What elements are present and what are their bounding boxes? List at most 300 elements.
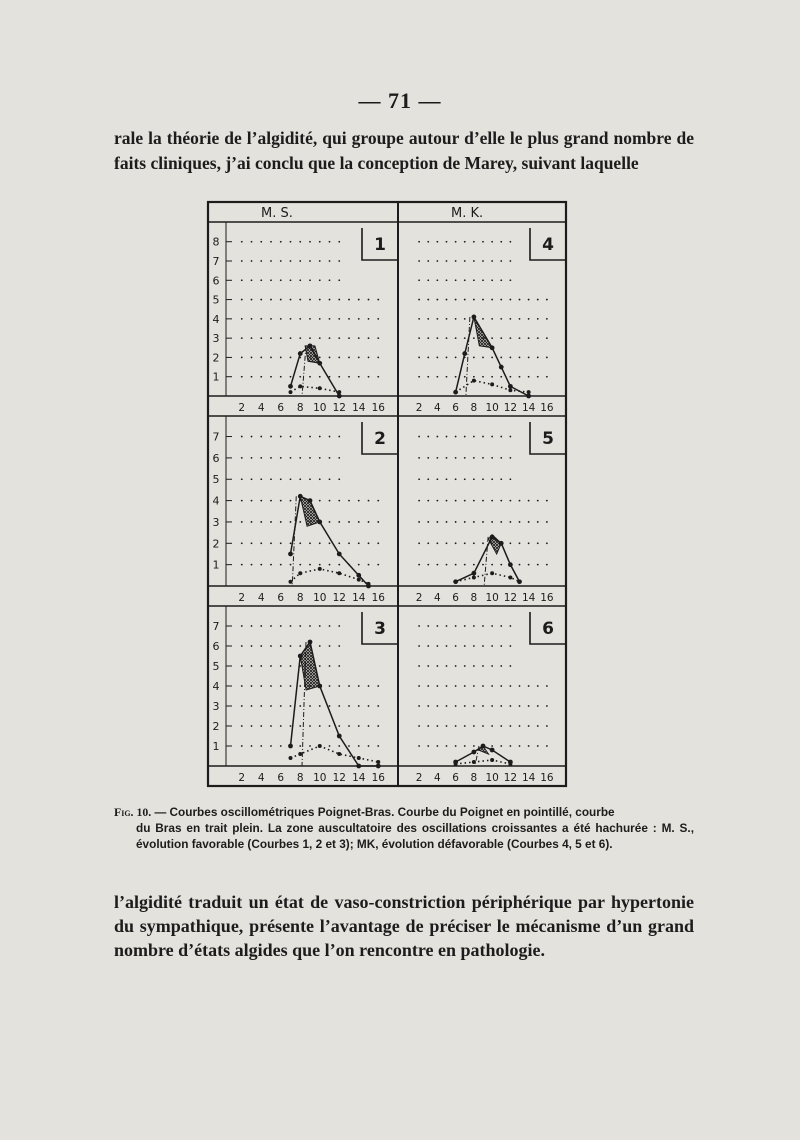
grid-dot <box>309 299 311 301</box>
grid-dot <box>338 241 340 243</box>
grid-dot <box>338 279 340 281</box>
grid-dot <box>446 685 448 687</box>
grid-dot <box>528 745 530 747</box>
grid-dot <box>260 725 262 727</box>
grid-dot <box>241 357 243 359</box>
grid-dot <box>241 645 243 647</box>
grid-dot <box>418 500 420 502</box>
grid-dot <box>519 705 521 707</box>
grid-dot <box>338 500 340 502</box>
grid-dot <box>491 457 493 459</box>
grid-dot <box>377 500 379 502</box>
grid-dot <box>260 625 262 627</box>
bras-point <box>356 573 361 578</box>
grid-dot <box>377 337 379 339</box>
grid-dot <box>299 645 301 647</box>
grid-dot <box>280 376 282 378</box>
grid-dot <box>537 299 539 301</box>
poignet-point <box>318 386 322 390</box>
grid-dot <box>473 745 475 747</box>
grid-dot <box>446 337 448 339</box>
panel-6 <box>398 606 566 784</box>
grid-dot <box>491 436 493 438</box>
grid-dot <box>358 705 360 707</box>
grid-dot <box>436 725 438 727</box>
grid-dot <box>509 241 511 243</box>
grid-dot <box>280 542 282 544</box>
grid-dot <box>464 299 466 301</box>
grid-dot <box>464 705 466 707</box>
panel-4 <box>398 228 566 414</box>
grid-dot <box>528 299 530 301</box>
grid-dot <box>500 645 502 647</box>
grid-dot <box>280 260 282 262</box>
poignet-point <box>508 388 512 392</box>
grid-dot <box>500 478 502 480</box>
grid-dot <box>491 500 493 502</box>
grid-dot <box>482 705 484 707</box>
grid-dot <box>319 436 321 438</box>
grid-dot <box>358 745 360 747</box>
grid-dot <box>309 241 311 243</box>
grid-dot <box>338 436 340 438</box>
grid-dot <box>455 279 457 281</box>
grid-dot <box>491 260 493 262</box>
grid-dot <box>270 745 272 747</box>
grid-dot <box>418 436 420 438</box>
grid-dot <box>427 705 429 707</box>
grid-dot <box>436 625 438 627</box>
grid-dot <box>509 279 511 281</box>
grid-dot <box>491 625 493 627</box>
grid-dot <box>319 279 321 281</box>
grid-dot <box>260 564 262 566</box>
grid-dot <box>309 457 311 459</box>
grid-dot <box>482 521 484 523</box>
grid-dot <box>299 318 301 320</box>
grid-dot <box>436 376 438 378</box>
grid-dot <box>436 241 438 243</box>
y-tick-label: 1 <box>212 370 220 384</box>
grid-dot <box>473 564 475 566</box>
poignet-point <box>367 582 371 586</box>
figure-frame <box>208 202 566 786</box>
grid-dot <box>260 318 262 320</box>
grid-dot <box>446 457 448 459</box>
hatched-zone <box>300 642 320 690</box>
grid-dot <box>280 625 282 627</box>
grid-dot <box>260 521 262 523</box>
grid-dot <box>427 564 429 566</box>
grid-dot <box>368 745 370 747</box>
grid-dot <box>418 542 420 544</box>
grid-dot <box>436 299 438 301</box>
grid-dot <box>338 357 340 359</box>
x-tick-label: 14 <box>521 592 536 604</box>
grid-dot <box>436 685 438 687</box>
grid-dot <box>299 436 301 438</box>
grid-dot <box>260 665 262 667</box>
grid-dot <box>528 542 530 544</box>
bras-point <box>490 534 495 539</box>
grid-dot <box>241 564 243 566</box>
grid-dot <box>270 500 272 502</box>
grid-dot <box>270 521 272 523</box>
grid-dot <box>280 457 282 459</box>
grid-dot <box>348 685 350 687</box>
grid-dot <box>319 318 321 320</box>
grid-dot <box>455 337 457 339</box>
y-tick-label: 8 <box>212 235 220 249</box>
grid-dot <box>464 478 466 480</box>
grid-dot <box>491 357 493 359</box>
grid-dot <box>546 521 548 523</box>
grid-dot <box>270 564 272 566</box>
grid-dot <box>537 745 539 747</box>
grid-dot <box>290 645 292 647</box>
grid-dot <box>338 337 340 339</box>
grid-dot <box>464 500 466 502</box>
x-tick-label: 14 <box>521 402 536 414</box>
grid-dot <box>309 542 311 544</box>
x-tick-label: 2 <box>238 402 246 414</box>
grid-dot <box>319 376 321 378</box>
grid-dot <box>309 564 311 566</box>
grid-dot <box>299 564 301 566</box>
grid-dot <box>377 685 379 687</box>
grid-dot <box>455 645 457 647</box>
grid-dot <box>418 241 420 243</box>
grid-dot <box>528 376 530 378</box>
grid-dot <box>546 376 548 378</box>
grid-dot <box>270 318 272 320</box>
grid-dot <box>473 685 475 687</box>
grid-dot <box>500 357 502 359</box>
grid-dot <box>537 500 539 502</box>
x-tick-label: 14 <box>352 592 366 604</box>
curve-number-label: 4 <box>542 235 554 255</box>
grid-dot <box>260 745 262 747</box>
grid-dot <box>309 376 311 378</box>
grid-dot <box>368 318 370 320</box>
poignet-point <box>318 567 322 571</box>
grid-dot <box>446 299 448 301</box>
grid-dot <box>358 542 360 544</box>
grid-dot <box>519 337 521 339</box>
grid-dot <box>280 478 282 480</box>
x-tick-label: 6 <box>452 772 459 784</box>
grid-dot <box>329 542 331 544</box>
bras-point <box>308 640 313 645</box>
grid-dot <box>260 705 262 707</box>
grid-dot <box>319 260 321 262</box>
grid-dot <box>260 478 262 480</box>
grid-dot <box>446 500 448 502</box>
grid-dot <box>241 376 243 378</box>
grid-dot <box>270 376 272 378</box>
grid-dot <box>338 457 340 459</box>
grid-dot <box>290 241 292 243</box>
grid-dot <box>500 665 502 667</box>
grid-dot <box>436 645 438 647</box>
grid-dot <box>358 318 360 320</box>
grid-dot <box>546 705 548 707</box>
grid-dot <box>329 436 331 438</box>
grid-dot <box>260 685 262 687</box>
grid-dot <box>509 745 511 747</box>
grid-dot <box>280 241 282 243</box>
grid-dot <box>280 725 282 727</box>
x-tick-label: 4 <box>257 402 265 414</box>
grid-dot <box>299 457 301 459</box>
x-tick-label: 12 <box>503 592 518 604</box>
grid-dot <box>358 376 360 378</box>
grid-dot <box>309 337 311 339</box>
grid-dot <box>338 478 340 480</box>
caption-text-rest: du Bras en trait plein. La zone auscultatoire des oscillations croissantes a été hachurée : M. S., évolution favorable (Courbes 1, 2 et 3); MK, évolution défavorable (Courbes 4, 5 et 6). <box>136 821 694 851</box>
body-paragraph-top: rale la théorie de l’algidité, qui groupe autour d’elle le plus grand nombre de faits cliniques, j’ai conclu que la conception de Marey, suivant laquelle <box>114 128 694 173</box>
grid-dot <box>368 521 370 523</box>
bras-point <box>490 345 495 350</box>
grid-dot <box>509 457 511 459</box>
grid-dot <box>319 478 321 480</box>
grid-dot <box>519 318 521 320</box>
grid-dot <box>251 318 253 320</box>
grid-dot <box>455 436 457 438</box>
poignet-point <box>357 578 361 582</box>
grid-dot <box>427 436 429 438</box>
grid-dot <box>251 725 253 727</box>
grid-dot <box>358 685 360 687</box>
grid-dot <box>329 725 331 727</box>
grid-dot <box>241 625 243 627</box>
panel-3 <box>208 606 398 784</box>
grid-dot <box>509 318 511 320</box>
grid-dot <box>329 299 331 301</box>
grid-dot <box>270 542 272 544</box>
grid-dot <box>473 625 475 627</box>
grid-dot <box>473 457 475 459</box>
bras-point <box>471 315 476 320</box>
grid-dot <box>368 685 370 687</box>
grid-dot <box>500 436 502 438</box>
grid-dot <box>280 705 282 707</box>
grid-dot <box>309 705 311 707</box>
x-tick-label: 10 <box>485 592 499 604</box>
grid-dot <box>418 299 420 301</box>
grid-dot <box>519 564 521 566</box>
grid-dot <box>519 299 521 301</box>
x-tick-label: 4 <box>257 592 265 604</box>
y-tick-label: 1 <box>212 740 220 753</box>
grid-dot <box>436 500 438 502</box>
x-tick-label: 2 <box>415 402 423 414</box>
grid-dot <box>290 279 292 281</box>
grid-dot <box>329 645 331 647</box>
bras-point <box>317 361 322 366</box>
grid-dot <box>299 745 301 747</box>
y-tick-label: 4 <box>212 494 220 508</box>
grid-dot <box>491 299 493 301</box>
grid-dot <box>528 685 530 687</box>
grid-dot <box>368 376 370 378</box>
grid-dot <box>464 685 466 687</box>
grid-dot <box>338 625 340 627</box>
y-tick-label: 3 <box>212 515 220 529</box>
grid-dot <box>455 260 457 262</box>
grid-dot <box>290 299 292 301</box>
poignet-curve <box>456 760 511 764</box>
grid-dot <box>446 542 448 544</box>
grid-dot <box>329 260 331 262</box>
grid-dot <box>251 478 253 480</box>
grid-dot <box>251 665 253 667</box>
grid-dot <box>319 665 321 667</box>
grid-dot <box>377 318 379 320</box>
grid-dot <box>290 478 292 480</box>
x-tick-label: 2 <box>415 592 423 604</box>
grid-dot <box>509 337 511 339</box>
poignet-point <box>318 744 322 748</box>
grid-dot <box>491 725 493 727</box>
grid-dot <box>500 745 502 747</box>
grid-dot <box>358 564 360 566</box>
grid-dot <box>358 357 360 359</box>
grid-dot <box>260 645 262 647</box>
grid-dot <box>418 478 420 480</box>
grid-dot <box>251 685 253 687</box>
grid-dot <box>358 521 360 523</box>
grid-dot <box>427 337 429 339</box>
poignet-point <box>508 762 512 766</box>
x-tick-label: 8 <box>296 592 304 604</box>
grid-dot <box>537 318 539 320</box>
grid-dot <box>418 376 420 378</box>
grid-dot <box>260 337 262 339</box>
grid-dot <box>309 478 311 480</box>
x-tick-label: 6 <box>452 402 459 414</box>
grid-dot <box>519 542 521 544</box>
oscillometric-figure <box>206 200 568 790</box>
column-header-mk: M. K. <box>451 206 484 221</box>
grid-dot <box>482 500 484 502</box>
poignet-point <box>298 752 302 756</box>
grid-dot <box>290 725 292 727</box>
grid-dot <box>473 376 475 378</box>
x-tick-label: 8 <box>470 772 478 784</box>
grid-dot <box>319 337 321 339</box>
grid-dot <box>309 318 311 320</box>
grid-dot <box>482 318 484 320</box>
grid-dot <box>491 337 493 339</box>
grid-dot <box>290 500 292 502</box>
grid-dot <box>260 436 262 438</box>
grid-dot <box>446 665 448 667</box>
grid-dot <box>427 625 429 627</box>
x-tick-label: 12 <box>332 592 346 604</box>
poignet-point <box>527 390 531 394</box>
grid-dot <box>251 625 253 627</box>
grid-dot <box>251 357 253 359</box>
grid-dot <box>251 521 253 523</box>
grid-dot <box>280 665 282 667</box>
grid-dot <box>377 521 379 523</box>
x-tick-label: 12 <box>332 772 346 784</box>
grid-dot <box>509 645 511 647</box>
grid-dot <box>348 542 350 544</box>
grid-dot <box>241 457 243 459</box>
grid-dot <box>290 665 292 667</box>
curve-number-label: 5 <box>542 429 554 449</box>
grid-dot <box>260 376 262 378</box>
grid-dot <box>537 685 539 687</box>
grid-dot <box>455 521 457 523</box>
grid-dot <box>473 725 475 727</box>
poignet-curve <box>291 386 340 392</box>
x-tick-label: 12 <box>503 402 518 414</box>
x-tick-label: 16 <box>371 402 385 414</box>
poignet-point <box>454 390 458 394</box>
grid-dot <box>348 357 350 359</box>
grid-dot <box>280 500 282 502</box>
panel-2 <box>208 416 398 604</box>
grid-dot <box>464 745 466 747</box>
grid-dot <box>491 521 493 523</box>
grid-dot <box>500 241 502 243</box>
grid-dot <box>509 665 511 667</box>
grid-dot <box>546 318 548 320</box>
curve-number-label: 1 <box>374 235 386 255</box>
grid-dot <box>377 357 379 359</box>
grid-dot <box>348 705 350 707</box>
grid-dot <box>509 625 511 627</box>
grid-dot <box>418 645 420 647</box>
grid-dot <box>338 745 340 747</box>
grid-dot <box>427 279 429 281</box>
grid-dot <box>446 564 448 566</box>
y-tick-label: 5 <box>212 293 220 307</box>
poignet-point <box>376 760 380 764</box>
grid-dot <box>455 478 457 480</box>
grid-dot <box>290 376 292 378</box>
grid-dot <box>338 564 340 566</box>
grid-dot <box>455 357 457 359</box>
grid-dot <box>418 260 420 262</box>
grid-dot <box>436 457 438 459</box>
grid-dot <box>464 241 466 243</box>
grid-dot <box>251 260 253 262</box>
grid-dot <box>270 436 272 438</box>
bras-point <box>356 764 361 769</box>
y-tick-label: 5 <box>212 473 220 487</box>
grid-dot <box>528 725 530 727</box>
body-paragraph-bottom: l’algidité traduit un état de vaso-constriction périphérique par hypertonie du sympathique, présente l’avantage de préciser le mécanisme d’un grand nombre d’états algides que l’on rencontre en pathologie. <box>114 892 694 960</box>
grid-dot <box>446 357 448 359</box>
peak-guide-line <box>475 746 479 766</box>
grid-dot <box>482 685 484 687</box>
grid-dot <box>270 241 272 243</box>
grid-dot <box>509 357 511 359</box>
grid-dot <box>491 376 493 378</box>
grid-dot <box>260 500 262 502</box>
grid-dot <box>418 521 420 523</box>
grid-dot <box>482 436 484 438</box>
x-tick-label: 12 <box>332 402 346 414</box>
grid-dot <box>446 725 448 727</box>
grid-dot <box>260 241 262 243</box>
grid-dot <box>280 685 282 687</box>
grid-dot <box>528 500 530 502</box>
